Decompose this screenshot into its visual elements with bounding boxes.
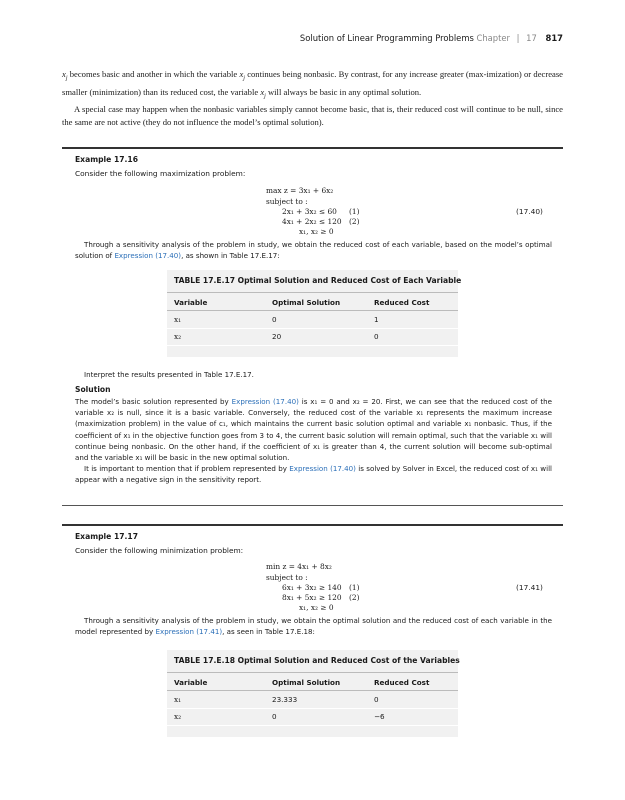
table-caption: TABLE 17.E.17 Optimal Solution and Reduced Cost of Each Variable — [174, 276, 462, 285]
table-cell: 0 — [272, 712, 277, 721]
intro-text — [62, 68, 563, 129]
table-cell: x₁ — [174, 315, 182, 324]
table-17-e-17 — [167, 270, 462, 357]
subject-to-label: subject to : — [266, 573, 308, 582]
running-head — [300, 33, 563, 43]
example-intro: Consider the following maximization problem: — [75, 169, 246, 178]
table-cell: 0 — [272, 315, 277, 324]
intro-paragraph-1: $x_j$ becomes basic and another in which the variable $x_j$ continues being nonbasic. By contrast, for any increase greater (max-imization) or decrease smaller (minimization) than its reduced cost, the variable $x_j$ will always be basic in any optimal solution. — [62, 69, 563, 100]
constraint-1-label: (1) — [349, 207, 360, 216]
analysis-paragraph: Through a sensitivity analysis of the problem in study, we obtain the reduced cost of each variable, based on the model’s optimal solution of Expression (17.40), as shown in Table 17.E.17: — [75, 240, 552, 261]
chapter-label: Chapter — [476, 33, 510, 43]
constraint-1: 6x₁ + 3x₂ ≥ 140 — [282, 583, 342, 592]
constraint-2: 4x₁ + 2x₂ ≤ 120 — [282, 217, 342, 226]
subject-to-label: subject to : — [266, 197, 308, 206]
table-cell: 23.333 — [272, 695, 298, 704]
constraint-2-label: (2) — [349, 593, 360, 602]
analysis-paragraph: Through a sensitivity analysis of the problem in study, we obtain the optimal solution and the reduced cost of each variable in the model represented by Expression (17.41), as seen in Table 17.E.18: — [75, 616, 552, 637]
header-separator: | — [516, 33, 520, 43]
example-title: Example 17.16 — [75, 155, 138, 164]
chapter-number: 17 — [526, 33, 537, 43]
page-number: 817 — [545, 33, 563, 43]
table-cell: 0 — [374, 332, 379, 341]
table-header-optimal-solution: Optimal Solution — [272, 298, 341, 307]
expression-link[interactable]: Expression (17.40) — [114, 251, 182, 261]
table-cell: 1 — [374, 315, 379, 324]
constraint-2: 8x₁ + 5x₂ ≥ 120 — [282, 593, 342, 602]
table-header-reduced-cost: Reduced Cost — [374, 678, 430, 687]
example-title: Example 17.17 — [75, 532, 138, 541]
expression-link[interactable]: Expression (17.41) — [155, 627, 223, 637]
table-cell: x₂ — [174, 712, 182, 721]
nonnegativity-constraint: x₁, x₂ ≥ 0 — [299, 603, 334, 612]
equation-number: (17.41) — [516, 583, 543, 592]
running-head-title: Solution of Linear Programming Problems — [299, 33, 474, 43]
table-cell: −6 — [374, 712, 385, 721]
objective-function: min z = 4x₁ + 8x₂ — [266, 562, 332, 571]
example-top-rule — [62, 524, 563, 526]
table-header-reduced-cost: Reduced Cost — [374, 298, 430, 307]
constraint-1-label: (1) — [349, 583, 360, 592]
table-header-variable: Variable — [174, 298, 208, 307]
table-caption: TABLE 17.E.18 Optimal Solution and Reduced Cost of the Variables — [174, 656, 460, 665]
table-cell: 20 — [272, 332, 282, 341]
solution-title: Solution — [75, 385, 111, 394]
constraint-1: 2x₁ + 3x₂ ≤ 60 — [282, 207, 337, 216]
table-cell: x₂ — [174, 332, 182, 341]
table-cell: x₁ — [174, 695, 182, 704]
interpret-prompt: Interpret the results presented in Table 17.E.17. — [84, 370, 254, 379]
table-header-variable: Variable — [174, 678, 208, 687]
example-bottom-rule — [62, 505, 563, 506]
equation-number: (17.40) — [516, 207, 543, 216]
table-cell: 0 — [374, 695, 379, 704]
intro-paragraph-2: A special case may happen when the nonbasic variables simply cannot become basic, that is, their reduced cost will continue to be null, since the same are not active (they do not influence the model’s optimal solution). — [62, 104, 563, 127]
objective-function: max z = 3x₁ + 6x₂ — [266, 186, 334, 195]
expression-link[interactable]: Expression (17.40) — [231, 397, 299, 406]
example-top-rule — [62, 147, 563, 149]
table-17-e-18 — [167, 650, 458, 737]
solution-text: The model’s basic solution represented by Expression (17.40) is x₁ = 0 and x₂ = 20. First, we can see that the reduced cost of the variable x₂ is null, since it is a basic variable. Conversely, the reduced cost of the variable x₁ represents the maximum increase (maximization problem) in the value of c₁, which maintains the current basic solution optimal and variable x₁ nonbasic. Thus, if the coefficient of x₁ in the objective function goes from 3 to 4, the current basic solution will remain optimal, such that the variable x₁ will continue being nonbasic. On the other hand, if the coefficient of x₁ is greater than 4, the current solution will become sub-optimal and the variable x₁ will be basic in the new optimal solution. It is important to mention that if problem represented by Expression (17.40) is solved by Solver in Excel, the reduced cost of x₁ will appear with a negative sign in the sensitivity report. — [75, 397, 553, 485]
constraint-2-label: (2) — [349, 217, 360, 226]
nonnegativity-constraint: x₁, x₂ ≥ 0 — [299, 227, 334, 236]
table-header-optimal-solution: Optimal Solution — [272, 678, 341, 687]
expression-link[interactable]: Expression (17.40) — [289, 464, 356, 474]
example-intro: Consider the following minimization problem: — [75, 546, 244, 555]
